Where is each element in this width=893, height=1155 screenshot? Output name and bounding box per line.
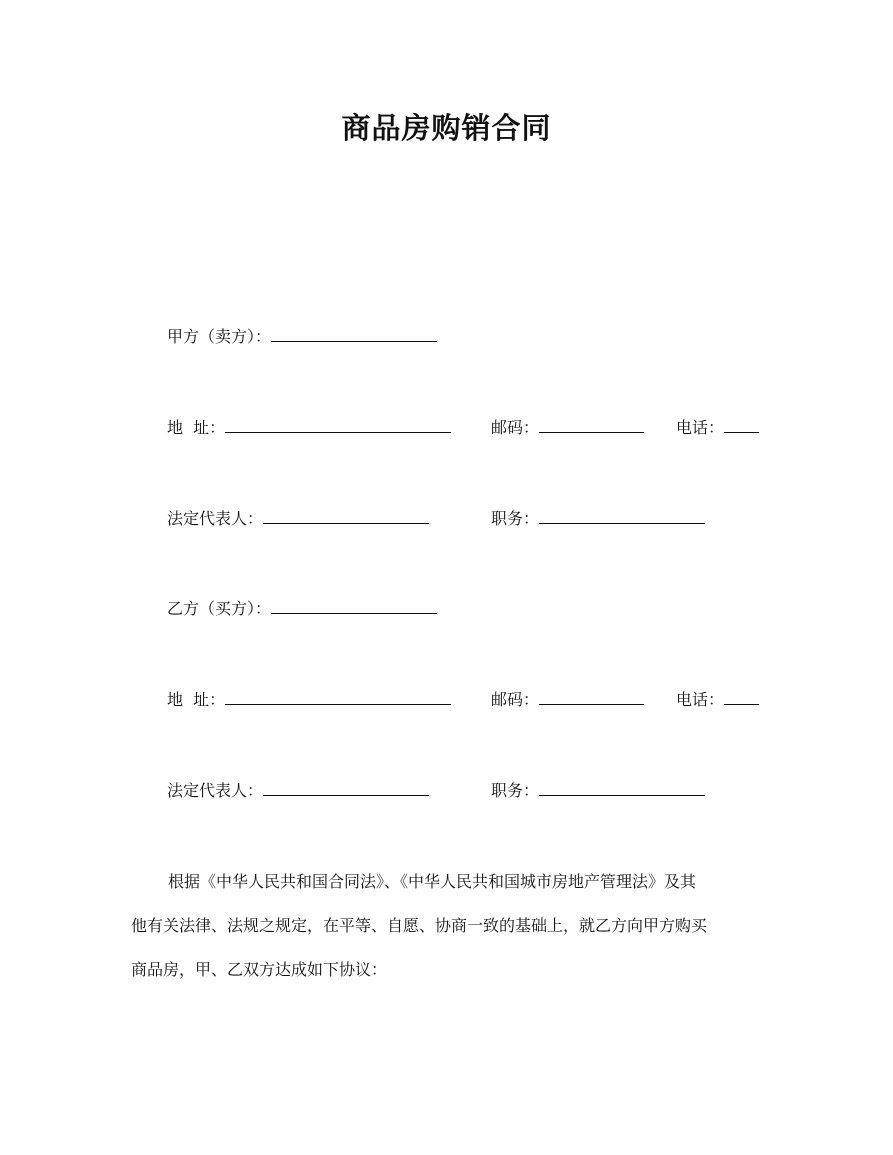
party-b-name-field[interactable]	[271, 598, 437, 614]
party-a-phone-field[interactable]	[724, 417, 759, 433]
party-b-position-row	[491, 780, 705, 802]
party-b-phone-row	[676, 689, 759, 711]
party-b-phone-label: 电话：	[676, 690, 725, 709]
party-b-rep-label: 法定代表人：	[167, 781, 264, 800]
preamble-line-3: 商品房，甲、乙双方达成如下协议：	[131, 960, 388, 979]
party-b-address-row	[167, 689, 451, 711]
party-a-rep-field[interactable]	[263, 508, 429, 524]
party-b-rep-row	[167, 780, 429, 802]
party-a-name-field[interactable]	[271, 326, 437, 342]
party-b-zip-field[interactable]	[539, 689, 644, 705]
party-a-phone-label: 电话：	[676, 418, 725, 437]
party-b-phone-field[interactable]	[724, 689, 759, 705]
party-a-phone-row	[676, 417, 759, 439]
party-a-position-label: 职务：	[491, 509, 540, 528]
party-b-position-field[interactable]	[539, 780, 705, 796]
party-a-address-field[interactable]	[225, 417, 451, 433]
party-a-address-label-row	[167, 417, 451, 439]
party-a-label: 甲方（卖方）：	[167, 327, 272, 346]
document-title: 商品房购销合同	[341, 111, 552, 145]
preamble-line-1	[131, 860, 766, 904]
party-b-row	[167, 598, 437, 620]
party-b-zip-label: 邮码：	[491, 690, 540, 709]
party-a-row	[167, 326, 437, 348]
party-a-position-field[interactable]	[539, 508, 705, 524]
party-a-rep-label: 法定代表人：	[167, 509, 264, 528]
party-a-zip-label: 邮码：	[491, 418, 540, 437]
party-b-zip-row	[491, 689, 644, 711]
party-a-address-label: 地 址：	[167, 418, 226, 437]
party-b-address-label: 地 址：	[167, 690, 226, 709]
party-a-rep-row	[167, 508, 429, 530]
preamble-paragraph	[131, 860, 766, 992]
party-b-position-label: 职务：	[491, 781, 540, 800]
party-b-label: 乙方（买方）：	[167, 599, 272, 618]
party-a-zip-field[interactable]	[539, 417, 644, 433]
party-b-address-field[interactable]	[225, 689, 451, 705]
party-a-position-row	[491, 508, 705, 530]
preamble-line-2: 他有关法律、法规之规定，在平等、自愿、协商一致的基础上，就乙方向甲方购买	[131, 916, 708, 935]
preamble-text-1: 根据《中华人民共和国合同法》、《中华人民共和国城市房地产管理法》及其	[168, 872, 697, 891]
party-b-rep-field[interactable]	[263, 780, 429, 796]
party-a-zip-row	[491, 417, 644, 439]
